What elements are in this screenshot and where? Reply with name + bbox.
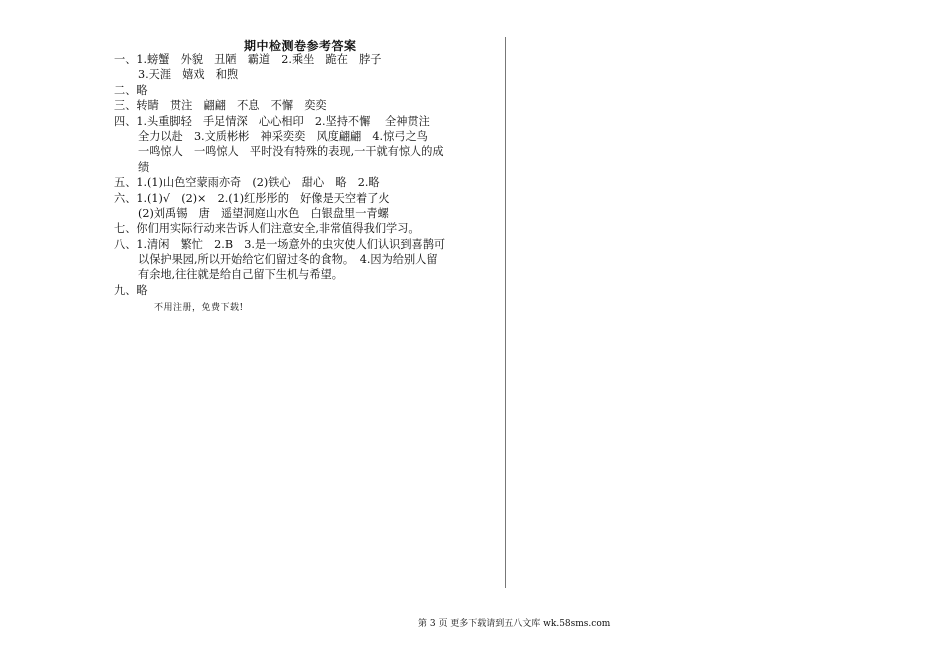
answer-line: 绩 xyxy=(138,160,150,174)
column-divider xyxy=(505,37,506,588)
page-footer: 第 3 页 更多下载请到五八文库 wk.58sms.com xyxy=(418,619,611,629)
answer-line: 以保护果园,所以开始给它们留过冬的食物。 4.因为给别人留 xyxy=(138,253,438,267)
answer-line: 一鸣惊人 一鸣惊人 平时没有特殊的表现,一干就有惊人的成 xyxy=(138,145,444,159)
answer-line: (2)刘禹锡 唐 遥望洞庭山水色 白银盘里一青螺 xyxy=(138,206,389,220)
answer-line: 六、1.(1)√ (2)× 2.(1)红彤彤的 好像是天空着了火 xyxy=(114,191,390,205)
answer-line: 一、1.螃蟹 外貌 丑陋 霸道 2.乘坐 跪在 脖子 xyxy=(114,53,382,66)
answer-line: 四、1.头重脚轻 手足情深 心心相印 2.坚持不懈 全神贯注 xyxy=(114,114,430,128)
answer-line: 有余地,往往就是给自己留下生机与希望。 xyxy=(138,268,343,282)
download-note: 不用注册，免费下载! xyxy=(154,303,244,313)
answer-line: 五、1.(1)山色空蒙雨亦奇 (2)铁心 甜心 略 2.略 xyxy=(114,176,380,190)
page-title: 期中检测卷参考答案 xyxy=(244,39,357,53)
answer-line: 二、略 xyxy=(114,83,148,97)
answer-line: 三、转睛 贯注 翩翩 不息 不懈 奕奕 xyxy=(114,99,327,113)
answer-line: 八、1.清闲 繁忙 2.B 3.是一场意外的虫灾使人们认识到喜鹊可 xyxy=(114,237,446,251)
answer-line: 七、你们用实际行动来告诉人们注意安全,非常值得我们学习。 xyxy=(114,222,420,236)
answer-list xyxy=(114,52,494,298)
answer-line: 3.天涯 嬉戏 和煦 xyxy=(138,68,239,82)
answer-line: 九、略 xyxy=(114,283,148,297)
answer-line: 全力以赴 3.文质彬彬 神采奕奕 风度翩翩 4.惊弓之鸟 xyxy=(138,129,428,143)
